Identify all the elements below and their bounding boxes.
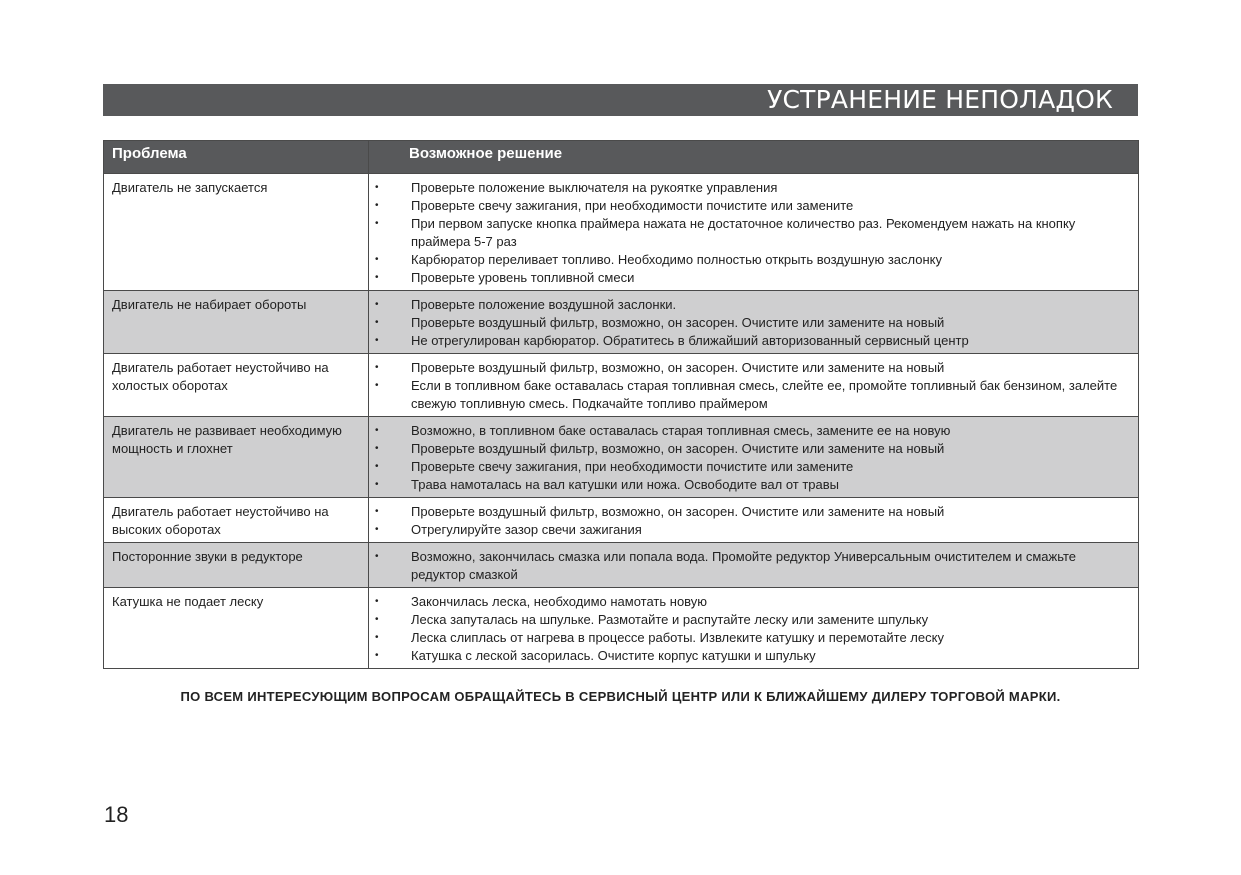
- solution-item: • Катушка с леской засорилась. Очистите корпус катушки и шпульку: [375, 647, 1128, 665]
- column-header-solution: Возможное решение: [369, 141, 1139, 174]
- solution-list: [375, 422, 1128, 494]
- solution-item: • Карбюратор переливает топливо. Необходимо полностью открыть воздушную заслонку: [375, 251, 1128, 269]
- solution-cell: [369, 174, 1139, 291]
- troubleshooting-table: [103, 140, 1139, 669]
- solution-item: • Закончилась леска, необходимо намотать новую: [375, 593, 1128, 611]
- solution-cell: [369, 498, 1139, 543]
- table-row: [104, 354, 1139, 417]
- problem-cell: Двигатель работает неустойчиво на высоких оборотах: [104, 498, 369, 543]
- solution-cell: [369, 417, 1139, 498]
- solution-item: • Не отрегулирован карбюратор. Обратитесь в ближайший авторизованный сервисный центр: [375, 332, 1128, 350]
- page-title-bar: [103, 84, 1138, 116]
- solution-list: [375, 179, 1128, 287]
- solution-item: • Трава намоталась на вал катушки или ножа. Освободите вал от травы: [375, 476, 1128, 494]
- solution-item: • Проверьте свечу зажигания, при необходимости почистите или замените: [375, 197, 1128, 215]
- solution-item: • Проверьте воздушный фильтр, возможно, он засорен. Очистите или замените на новый: [375, 314, 1128, 332]
- solution-item: • Проверьте свечу зажигания, при необходимости почистите или замените: [375, 458, 1128, 476]
- solution-list: [375, 359, 1128, 413]
- problem-cell: Двигатель работает неустойчиво на холостых оборотах: [104, 354, 369, 417]
- column-header-problem: Проблема: [104, 141, 369, 174]
- solution-list: [375, 503, 1128, 539]
- table-row: [104, 291, 1139, 354]
- table-row: [104, 498, 1139, 543]
- table-row: [104, 417, 1139, 498]
- solution-item: • Леска слиплась от нагрева в процессе работы. Извлеките катушку и перемотайте леску: [375, 629, 1128, 647]
- table-row: [104, 588, 1139, 669]
- solution-item: • Проверьте положение выключателя на рукоятке управления: [375, 179, 1128, 197]
- solution-cell: [369, 291, 1139, 354]
- service-center-note: ПО ВСЕМ ИНТЕРЕСУЮЩИМ ВОПРОСАМ ОБРАЩАЙТЕСЬ В СЕРВИСНЫЙ ЦЕНТР ИЛИ К БЛИЖАЙШЕМУ ДИЛЕРУ ТОРГОВОЙ МАРКИ.: [180, 689, 1061, 704]
- solution-item: • Проверьте положение воздушной заслонки.: [375, 296, 1128, 314]
- solution-item: • Возможно, закончилась смазка или попала вода. Промойте редуктор Универсальным очистителем и смажьте редуктор смазкой: [375, 548, 1128, 584]
- problem-cell: Двигатель не набирает обороты: [104, 291, 369, 354]
- table-header-row: [104, 141, 1139, 174]
- page-number: 18: [104, 802, 129, 827]
- solution-cell: [369, 543, 1139, 588]
- solution-cell: [369, 354, 1139, 417]
- solution-item: • Отрегулируйте зазор свечи зажигания: [375, 521, 1128, 539]
- solution-item: • Проверьте воздушный фильтр, возможно, он засорен. Очистите или замените на новый: [375, 503, 1128, 521]
- solution-item: • Леска запуталась на шпульке. Размотайте и распутайте леску или замените шпульку: [375, 611, 1128, 629]
- problem-cell: Двигатель не запускается: [104, 174, 369, 291]
- problem-cell: Двигатель не развивает необходимую мощность и глохнет: [104, 417, 369, 498]
- solution-item: • При первом запуске кнопка праймера нажата не достаточное количество раз. Рекомендуем нажать на кнопку праймера 5-7 раз: [375, 215, 1128, 251]
- table-row: [104, 174, 1139, 291]
- problem-cell: Посторонние звуки в редукторе: [104, 543, 369, 588]
- solution-item: • Проверьте воздушный фильтр, возможно, он засорен. Очистите или замените на новый: [375, 440, 1128, 458]
- table-row: [104, 543, 1139, 588]
- solution-item: • Возможно, в топливном баке оставалась старая топливная смесь, замените ее на новую: [375, 422, 1128, 440]
- solution-item: • Если в топливном баке оставалась старая топливная смесь, слейте ее, промойте топливный бак бензином, залейте свежую топливную смесь. Подкачайте топливо праймером: [375, 377, 1128, 413]
- page-title: УСТРАНЕНИЕ НЕПОЛАДОК: [767, 85, 1113, 114]
- table-body: [104, 174, 1139, 669]
- solution-list: [375, 548, 1128, 584]
- solution-list: [375, 296, 1128, 350]
- problem-cell: Катушка не подает леску: [104, 588, 369, 669]
- solution-cell: [369, 588, 1139, 669]
- solution-item: • Проверьте уровень топливной смеси: [375, 269, 1128, 287]
- solution-list: [375, 593, 1128, 665]
- solution-item: • Проверьте воздушный фильтр, возможно, он засорен. Очистите или замените на новый: [375, 359, 1128, 377]
